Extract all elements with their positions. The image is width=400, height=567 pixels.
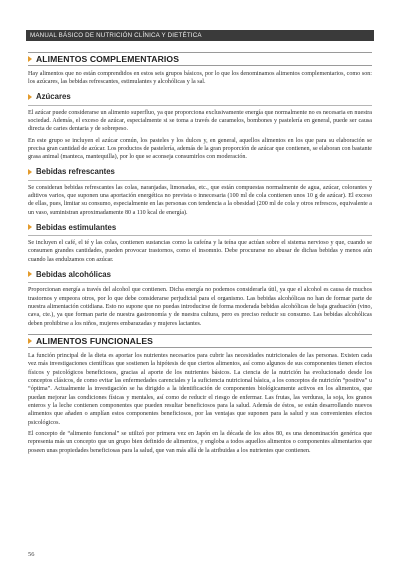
subsection-title-bebidas-estimulantes: Bebidas estimulantes (28, 222, 372, 232)
divider (28, 105, 372, 106)
paragraph: El azúcar puede considerarse un alimento superfluo, ya que proporciona exclusivamente energía que normalmente no es necesaria en nuestra sociedad. Además, el exceso de azúcar, especialmente si se toma a través de caramelos, bombones y pastelería en general, puede ser causa directa de caries dentaria y de sobrepeso. (28, 109, 372, 133)
chevron-right-icon (28, 271, 32, 277)
chevron-right-icon (28, 169, 32, 175)
paragraph: Proporcionan energía a través del alcohol que contienen. Dicha energía no podemos considerarla útil, ya que el alcohol es causa de muchos trastornos y empeora otros, por lo que debe considerarse perjudicial para el organismo. Las bebidas alcohólicas no han de formar parte de nuestra alimentación cotidiana. Esto no supone que no puedas introducirse de forma moderada bebidas alcohólicas de baja graduación (vino, cava, cte.), ya que forman parte de nuestra gastronomía y de nuestra cultura, pero es preciso reducir su consumo. Las bebidas alcohólicas deben prohibirse a los niños, mujeres embarazadas y mujeres lactantes. (28, 287, 372, 327)
paragraph: Hay alimentos que no están comprendidos en estos seis grupos básicos, por lo que los denominamos alimentos complementarios, como son: los azúcares, las bebidas refrescantes, estimulantes y alcohólicas y la sal. (28, 71, 372, 86)
paragraph: En este grupo se incluyen el azúcar común, los pasteles y los dulces y, en general, aquellos alimentos en los que para su elaboración se precisa gran cantidad de azúcar. Los productos de pastelería, además de la gran proporción de azúcar que contienen, se elaboran con bastante grasa animal (manteca, mantequilla), por lo que se aconseja consumirlos con moderación. (28, 137, 372, 161)
paragraph: Se consideran bebidas refrescantes las colas, naranjadas, limonadas, etc., que están compuestas normalmente de agua, azúcar, colorantes y aditivos varios, que suponen una aportación energética no prevista o innecesaria (100 ml de cola contienen unos 10 g de azúcar). El exceso de ellas, pues, limitar su consumo, especialmente en las personas con tendencia a la obesidad (200 ml de cola y otros refrescos, equivalente a un vaso, suministran aproximadamente 80 a 110 kcal de energía). (28, 184, 372, 216)
paragraph: La función principal de la dieta es aportar los nutrientes necesarios para cubrir las necesidades nutricionales de las personas. Existen cada vez más investigaciones científicas que sostienen la hipótesis de que ciertos alimentos, así como algunos de sus componentes tienen efectos físicos y psicológicos beneficiosos, gracias al aporte de los nutrientes básicos. La ciencia de la nutrición ha evolucionado desde los conceptos clásicos, de como evitar las enfermedades carenciales y la suficiencia nutricional básica, a los conceptos de nutrición “positiva” u “óptima”. Actualmente la investigación se ha dirigido a la identificación de componentes biológicamente activos en los alimentos, que puedan mejorar las condiciones físicas y mentales, así como de reducir el riesgo de enfermar. Las frutas, las verduras, la soja, los granos enteros y la leche contienen componentes que pueden resultar beneficiosos para la salud. Además de éstos, se están desarrollando nuevos alimentos que añaden o amplían estos componentes beneficiosos, por las ventajas que suponen para la salud y sus convenientes efectos psicológicos. (28, 352, 372, 426)
chevron-right-icon (28, 224, 32, 230)
divider (28, 180, 372, 181)
chevron-right-icon (28, 94, 32, 100)
running-title: MANUAL BÁSICO DE NUTRICIÓN CLÍNICA Y DIETÉTICA (30, 32, 202, 39)
chevron-right-icon (28, 56, 32, 62)
divider (28, 282, 372, 283)
paragraph: Se incluyen el café, el té y las colas, contienen sustancias como la cafeína y la teína que actúan sobre el sistema nervioso y que, cuando se consumen grandes cantidades, pueden provocar trastornos, como el insomnio. Debe procurarse no abusar de dichas bebidas y menos aún cuando las endulzamos con azúcar. (28, 240, 372, 263)
section-title-alimentos-complementarios: ALIMENTOS COMPLEMENTARIOS (28, 52, 372, 66)
running-header (26, 30, 374, 41)
paragraph: El concepto de “alimento funcional” se utilizó por primera vez en Japón en la década de los años 80, es una denominación genérica que representa más un concepto que un grupo bien definido de alimentos, y engloba a todos aquellos alimentos o componentes alimentarios que poseen unas propiedades beneficiosas para la salud, que van más allá de la atribuidas a los nutrientes que contienen. (28, 430, 372, 454)
divider (28, 235, 372, 236)
subsection-title-bebidas-refrescantes: Bebidas refrescantes (28, 167, 372, 177)
subsection-title-azucares: Azúcares (28, 92, 372, 102)
section-title-alimentos-funcionales: ALIMENTOS FUNCIONALES (28, 334, 372, 348)
page-content (28, 52, 372, 458)
subsection-title-bebidas-alcoholicas: Bebidas alcohólicas (28, 269, 372, 279)
chevron-right-icon (28, 338, 32, 344)
page-number: 56 (28, 551, 35, 558)
